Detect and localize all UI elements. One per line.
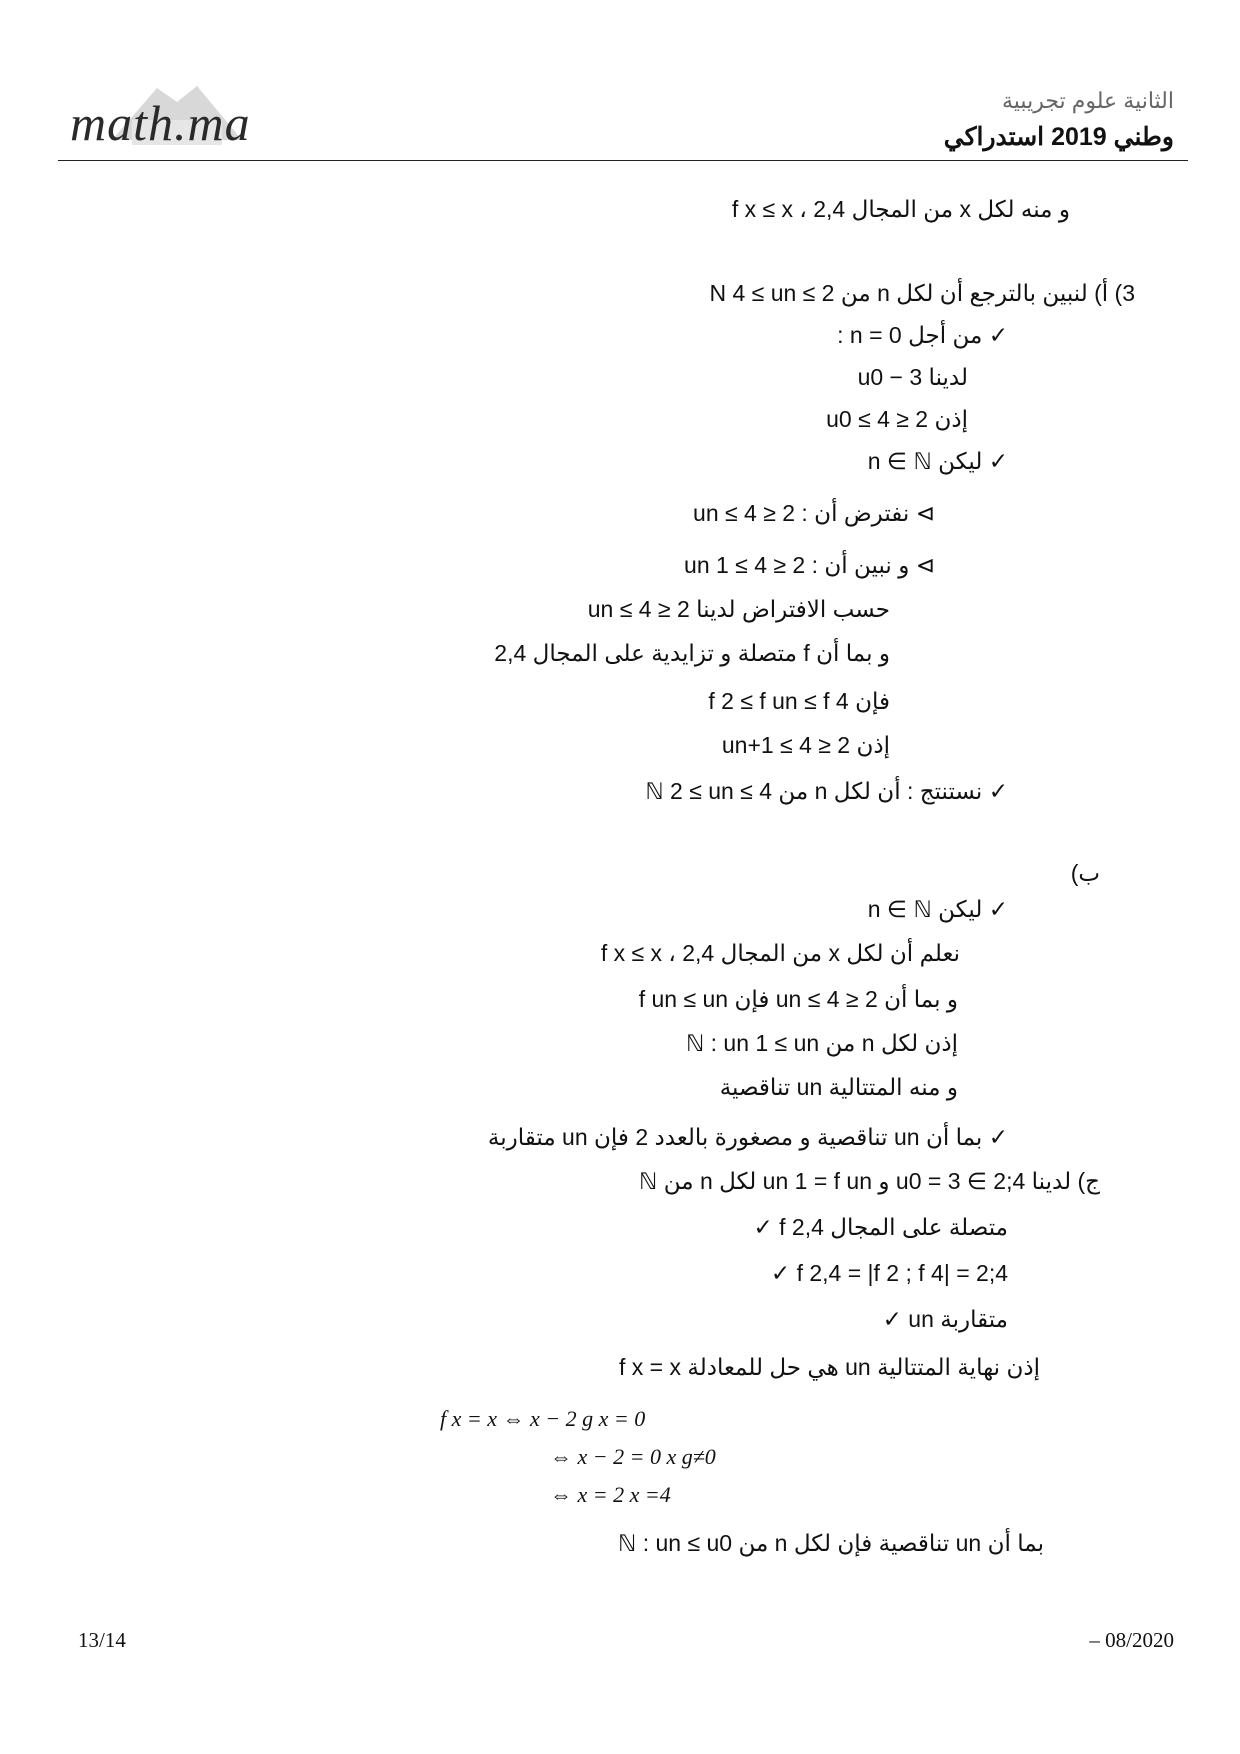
proof-line: حسب الافتراض لدينا 2 ≤ un ≤ 4 [587,596,890,622]
proof-line: إذن نهاية المتتالية un هي حل للمعادلة f x = x [618,1354,1040,1380]
proof-goal: ⊳ و نبين أن : 2 ≤ un 1 ≤ 4 [684,552,935,578]
question-3c: ج) لدينا u0 = 3 ∈ 2;4 و un 1 = f un لكل n من ℕ [638,1168,1100,1194]
proof-conclusion: ✓ بما أن un تناقصية و مصغورة بالعدد 2 فإن un متقاربة [487,1124,1008,1150]
proof-line: و بما أن f متصلة و تزايدية على المجال 2,4 [494,640,890,666]
proof-condition: ✓ un متقاربة [882,1306,1008,1332]
proof-hypothesis: ⊳ نفترض أن : 2 ≤ un ≤ 4 [693,500,935,526]
statement-line: و منه لكل x من المجال 2,4 ، f x ≤ x [731,196,1070,222]
proof-step-let: ✓ ليكن n ∈ ℕ [867,896,1008,922]
equation-line: ⇔ x − 2 = 0 x g≠0 [550,1444,716,1469]
proof-line: و منه المتتالية un تناقصية [719,1074,958,1100]
proof-condition: ✓ f 2,4 = |f 2 ; f 4| = 2;4 [770,1260,1008,1286]
site-logo [62,80,302,160]
proof-base-case: ✓ من أجل n = 0 : [837,322,1008,348]
proof-line: بما أن un تناقصية فإن لكل n من ℕ : un ≤ u0 [617,1530,1044,1556]
header-divider [58,160,1188,161]
proof-condition: ✓ f متصلة على المجال 2,4 [753,1214,1008,1240]
question-3b: ب) [1070,860,1100,886]
logo-text: math.ma [70,95,251,151]
question-3a: 3) أ) لنبين بالترجع أن لكل n من N 4 ≤ un ≤ 2 [709,280,1135,306]
equation-line: ⇔ x = 2 x =4 [550,1482,671,1507]
proof-line: إذن 2 ≤ un+1 ≤ 4 [721,732,890,758]
proof-line: إذن 2 ≤ u0 ≤ 4 [826,406,968,432]
proof-line: فإن f 2 ≤ f un ≤ f 4 [708,688,890,714]
proof-line: إذن لكل n من ℕ : un 1 ≤ un [685,1030,958,1056]
proof-line: و بما أن 2 ≤ un ≤ 4 فإن f un ≤ un [638,986,958,1012]
header-exam-label: وطني 2019 استدراكي [943,123,1174,151]
proof-line: نعلم أن لكل x من المجال 2,4 ، f x ≤ x [600,940,960,966]
proof-line: لدينا u0 − 3 [857,364,968,390]
header-class-label: الثانية علوم تجريبية [1002,88,1174,113]
page-number: 13/14 [78,1628,126,1652]
footer-date: – 08/2020 [1089,1628,1174,1652]
proof-step-let: ✓ ليكن n ∈ ℕ [867,448,1008,474]
proof-conclusion: ✓ نستنتج : أن لكل n من ℕ 2 ≤ un ≤ 4 [645,778,1008,804]
equation-line: f x = x ⇔ x − 2 g x = 0 [440,1406,646,1431]
